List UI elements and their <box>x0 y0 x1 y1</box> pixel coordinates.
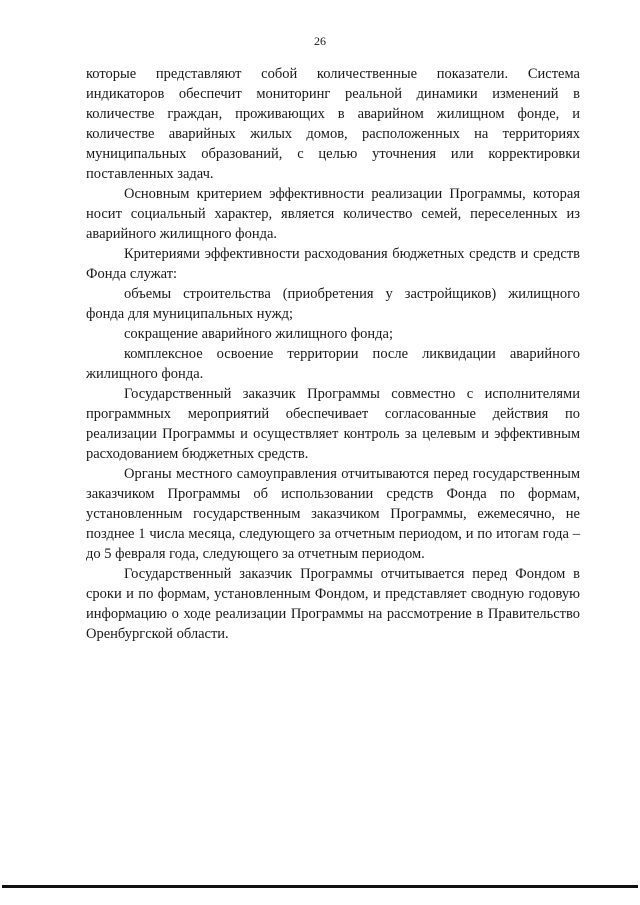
paragraph-criterion-construction-volume: объемы строительства (приобретения у застройщиков) жилищного фонда для муниципальных нужд; <box>86 286 580 322</box>
paragraph-state-customer-control: Государственный заказчик Программы совместно с исполнителями программных мероприятий обеспечивает согласованные действия по реализации Программы и осуществляет контроль за целевым и эффективным расходованием бюджетных средств. <box>86 386 580 462</box>
paragraph-main-criterion: Основным критерием эффективности реализации Программы, которая носит социальный характер, является количество семей, переселенных из аварийного жилищного фонда. <box>86 186 580 242</box>
paragraph-state-customer-reporting: Государственный заказчик Программы отчитывается перед Фондом в сроки и по формам, установленным Фондом, и представляет сводную годовую информацию о ходе реализации Программы на рассмотрение в Правительство Оренбургской области. <box>86 566 580 642</box>
page-number: 26 <box>314 34 326 48</box>
paragraph-local-government-reporting: Органы местного самоуправления отчитываются перед государственным заказчиком Программы об использовании средств Фонда по формам, установленным государственным заказчиком Программы, ежемесячно, не позднее 1 числа месяца, следующего за отчетным периодом, и по итогам года – до 5 февраля года, следующего за отчетным периодом. <box>86 466 580 562</box>
paragraph-spending-criteria-intro: Критериями эффективности расходования бюджетных средств и средств Фонда служат: <box>86 246 580 282</box>
paragraph-criterion-territory-development: комплексное освоение территории после ликвидации аварийного жилищного фонда. <box>86 346 580 382</box>
document-body <box>86 64 580 644</box>
paragraph-indicators-continuation: которые представляют собой количественные показатели. Система индикаторов обеспечит мониторинг реальной динамики изменений в количестве граждан, проживающих в аварийном жилищном фонде, и количестве аварийных жилых домов, расположенных на территориях муниципальных образований, с целью уточнения или корректировки поставленных задач. <box>86 66 580 182</box>
page-bottom-rule <box>2 885 638 888</box>
paragraph-criterion-reduction: сокращение аварийного жилищного фонда; <box>124 326 394 342</box>
